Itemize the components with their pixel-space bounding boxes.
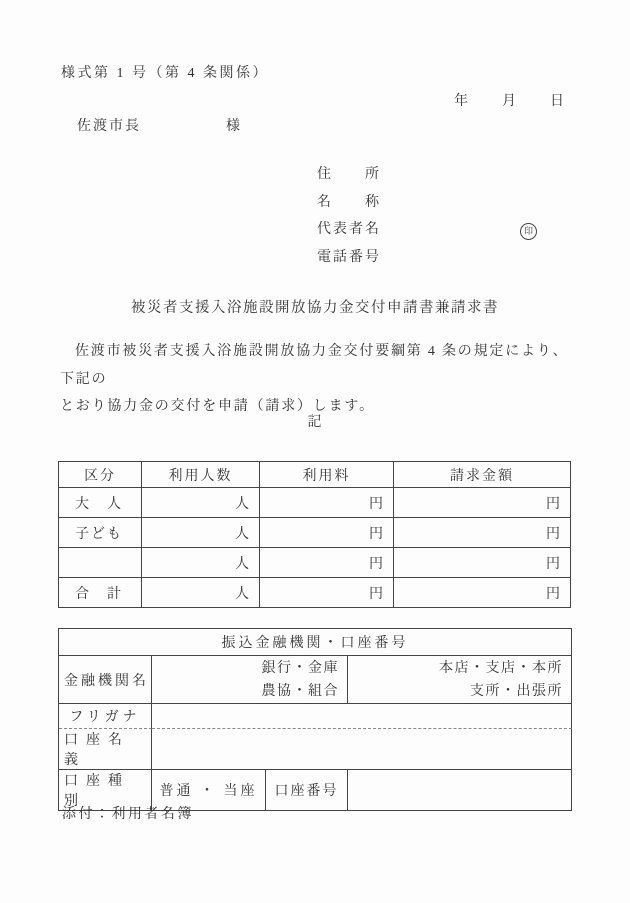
- usage-col-category: 区分: [59, 462, 142, 488]
- addressee-line: [77, 115, 242, 135]
- attachment-note: 添付：利用者名簿: [62, 807, 194, 822]
- category-cell: 大 人: [59, 488, 142, 518]
- count-cell: 人: [142, 548, 260, 578]
- seal-icon: 印: [520, 223, 537, 240]
- table-row-total: [59, 578, 571, 608]
- institution-type-line-1: 銀行・金庫: [261, 660, 339, 676]
- usage-col-count: 利用人数: [142, 462, 260, 488]
- furigana-label: フリガナ: [59, 704, 152, 729]
- body-line-2: とおり協力金の交付を申請（請求）します。: [60, 399, 375, 414]
- fee-cell: 円: [260, 578, 394, 608]
- applicant-phone-label: 電話番号: [317, 249, 381, 265]
- amount-cell: 円: [394, 518, 571, 548]
- amount-cell: 円: [394, 578, 571, 608]
- addressee-name: 佐渡市長: [77, 119, 141, 134]
- account-name-row: [59, 729, 572, 770]
- branch-type-cell: [348, 656, 572, 704]
- addressee-honorific: 様: [226, 119, 242, 134]
- applicant-name-label: 名 称: [317, 194, 381, 210]
- date-line: 年 月 日: [454, 94, 566, 109]
- branch-type-line-2: 支所・出張所: [470, 683, 563, 699]
- table-row-blank: [59, 548, 571, 578]
- fee-cell: 円: [260, 548, 394, 578]
- fee-cell: 円: [260, 488, 394, 518]
- document-title: 被災者支援入浴施設開放協力金交付申請書兼請求書: [131, 300, 499, 316]
- fee-cell: 円: [260, 518, 394, 548]
- record-mark: 記: [307, 415, 323, 430]
- category-cell: 子ども: [59, 518, 142, 548]
- account-type-options: 普通 ・ 当座: [152, 770, 266, 811]
- institution-label: 金融機関名: [59, 656, 152, 704]
- account-name-label: 口座名義: [59, 729, 152, 770]
- count-cell: 人: [142, 578, 260, 608]
- count-cell: 人: [142, 488, 260, 518]
- usage-table: [58, 461, 571, 608]
- usage-table-header-row: [59, 462, 571, 488]
- branch-type-line-1: 本店・支店・本所: [439, 660, 563, 676]
- amount-cell: 円: [394, 548, 571, 578]
- count-cell: 人: [142, 518, 260, 548]
- amount-cell: 円: [394, 488, 571, 518]
- usage-col-fee: 利用料: [260, 462, 394, 488]
- applicant-representative-label: 代表者名: [317, 222, 381, 237]
- institution-type-line-2: 農協・組合: [261, 683, 339, 699]
- account-number-label: 口座番号: [266, 770, 348, 811]
- bank-table-title: 振込金融機関・口座番号: [59, 629, 572, 656]
- category-cell: [59, 548, 142, 578]
- account-number-field: [348, 770, 572, 811]
- applicant-address-label: 住 所: [317, 167, 381, 182]
- usage-col-amount: 請求金額: [394, 462, 571, 488]
- bank-table: [58, 628, 572, 811]
- category-cell: 合 計: [59, 578, 142, 608]
- account-name-field: [152, 729, 572, 770]
- applicant-block: [317, 161, 533, 271]
- table-row-child: [59, 518, 571, 548]
- form-number: 様式第 1 号（第 4 条関係）: [61, 66, 269, 81]
- table-row-adult: [59, 488, 571, 518]
- body-paragraph: [60, 338, 575, 421]
- furigana-row: [59, 704, 572, 729]
- bank-institution-row: [59, 656, 572, 704]
- institution-type-cell: [152, 656, 348, 704]
- bank-table-title-row: [59, 629, 572, 656]
- furigana-field: [152, 704, 572, 729]
- body-line-1: 佐渡市被災者支援入浴施設開放協力金交付要綱第 4 条の規定により、下記の: [60, 344, 569, 387]
- account-type-label: 口座種別: [59, 770, 152, 811]
